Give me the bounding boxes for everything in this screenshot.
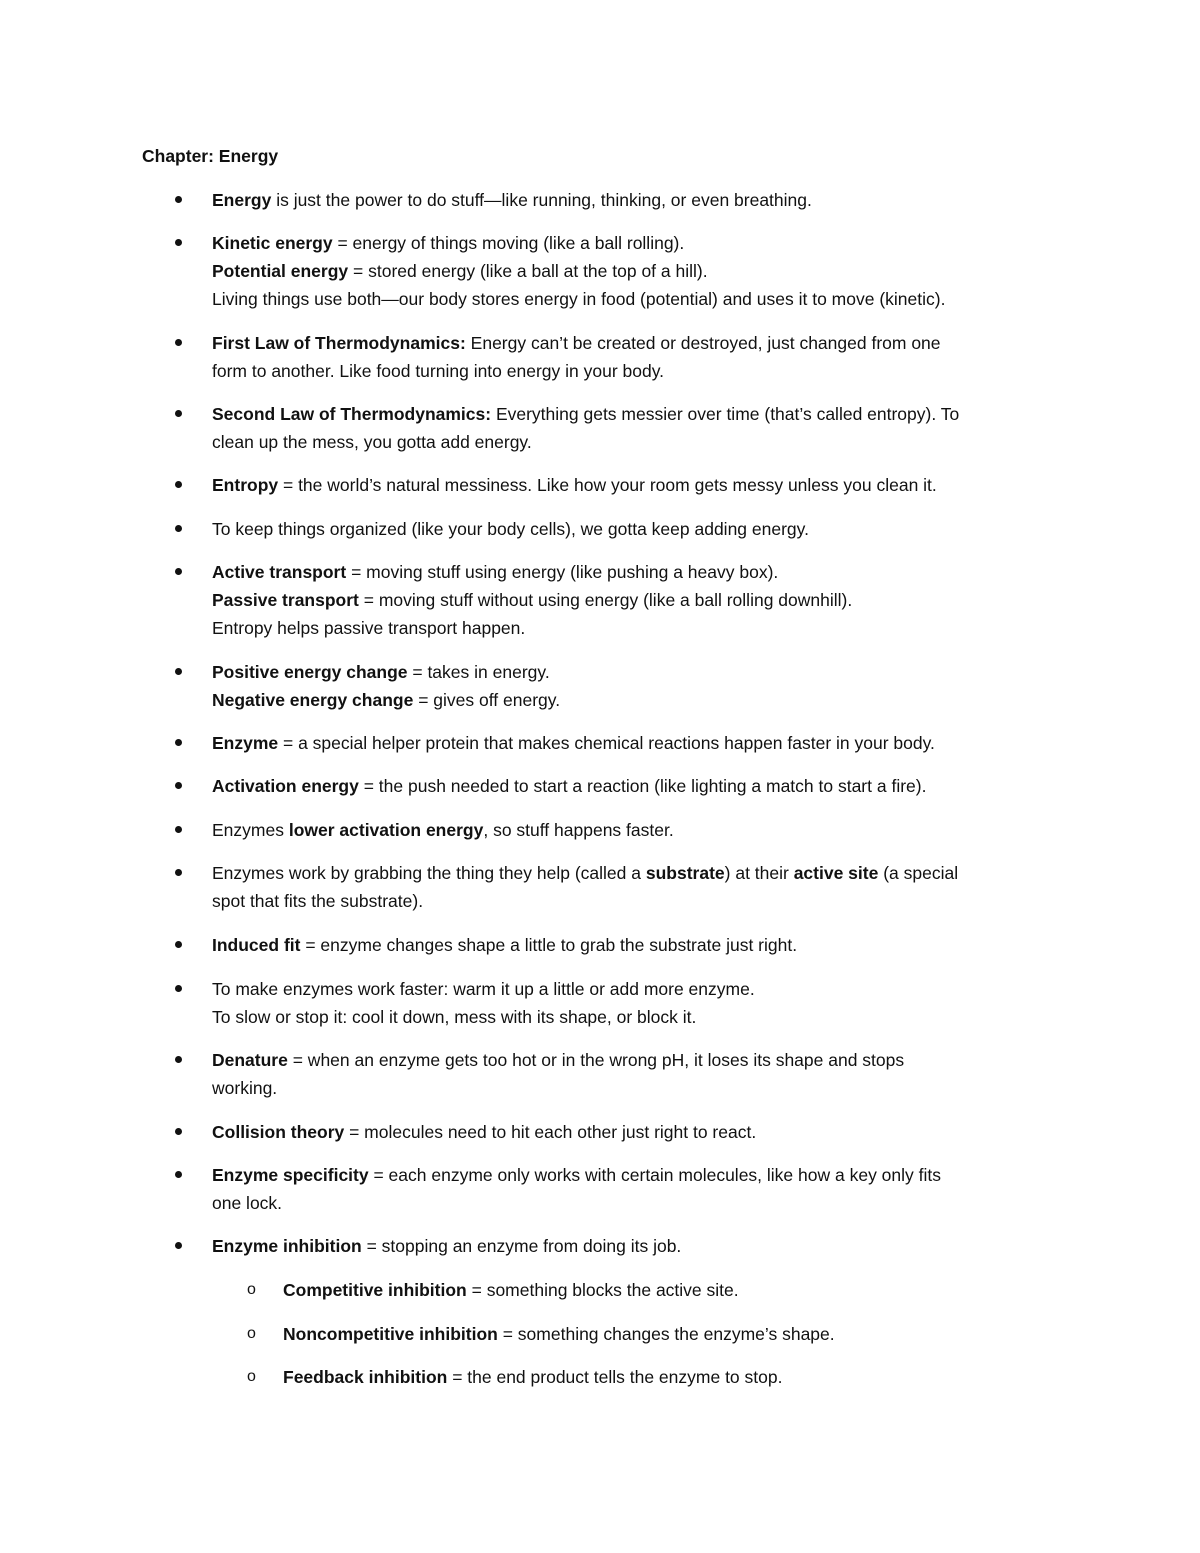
bullet-icon (172, 558, 184, 586)
list-item (212, 729, 1052, 757)
list-item (212, 186, 1052, 214)
item-line: Negative energy change = gives off energy. (212, 690, 561, 710)
item-line: Living things use both—our body stores energy in food (potential) and uses it to move (kinetic). (212, 289, 946, 309)
bullet-icon (172, 515, 184, 543)
item-line: Collision theory = molecules need to hit each other just right to react. (212, 1122, 757, 1142)
bullet-icon (172, 975, 184, 1003)
item-line: clean up the mess, you gotta add energy. (212, 432, 532, 452)
item-line: form to another. Like food turning into energy in your body. (212, 361, 665, 381)
item-line: working. (212, 1078, 278, 1098)
sub-bullet-icon: o (247, 1325, 256, 1342)
list-item (212, 658, 1052, 714)
sub-item-line: Feedback inhibition = the end product tells the enzyme to stop. (283, 1367, 783, 1387)
sub-list-item (247, 1363, 1063, 1391)
list-item (212, 515, 1052, 543)
item-line: Energy is just the power to do stuff—like running, thinking, or even breathing. (212, 190, 812, 210)
item-line: Enzyme inhibition = stopping an enzyme from doing its job. (212, 1236, 682, 1256)
item-line: Entropy helps passive transport happen. (212, 618, 526, 638)
bullet-icon (172, 729, 184, 757)
chapter-title: Chapter: Energy (142, 146, 279, 166)
sub-bullet-icon: o (247, 1281, 256, 1298)
item-line: Entropy = the world’s natural messiness. Like how your room gets messy unless you clean it. (212, 475, 937, 495)
bullet-icon (172, 1232, 184, 1260)
bullet-icon (172, 772, 184, 800)
item-line: First Law of Thermodynamics: Energy can’t be created or destroyed, just changed from one (212, 333, 941, 353)
item-line: Kinetic energy = energy of things moving (like a ball rolling). (212, 233, 685, 253)
item-line: Enzyme = a special helper protein that makes chemical reactions happen faster in your body. (212, 733, 935, 753)
item-line: Enzymes work by grabbing the thing they help (called a substrate) at their active site (a special (212, 863, 959, 883)
list-item (212, 1161, 1052, 1217)
list-item (212, 1046, 1052, 1102)
item-line: Denature = when an enzyme gets too hot or in the wrong pH, it loses its shape and stops (212, 1050, 905, 1070)
list-item (212, 329, 1052, 385)
item-line: Potential energy = stored energy (like a ball at the top of a hill). (212, 261, 708, 281)
bullet-icon (172, 1046, 184, 1074)
sub-list-item (247, 1320, 1063, 1348)
bullet-icon (172, 329, 184, 357)
list-item (212, 816, 1052, 844)
item-line: one lock. (212, 1193, 283, 1213)
list-item (212, 772, 1052, 800)
sub-item-line: Competitive inhibition = something blocks the active site. (283, 1280, 739, 1300)
item-line: Positive energy change = takes in energy. (212, 662, 550, 682)
bullet-icon (172, 186, 184, 214)
sub-list-item (247, 1276, 1063, 1304)
list-item (212, 558, 1052, 642)
item-line: Second Law of Thermodynamics: Everything gets messier over time (that’s called entropy). To (212, 404, 960, 424)
item-line: Enzyme specificity = each enzyme only works with certain molecules, like how a key only fits (212, 1165, 942, 1185)
list-item (212, 1232, 1052, 1260)
list-item (212, 471, 1052, 499)
sub-item-line: Noncompetitive inhibition = something changes the enzyme’s shape. (283, 1324, 835, 1344)
item-line: Active transport = moving stuff using energy (like pushing a heavy box). (212, 562, 779, 582)
bullet-icon (172, 471, 184, 499)
list-item (212, 400, 1052, 456)
bullet-icon (172, 859, 184, 887)
sub-bullet-icon: o (247, 1368, 256, 1385)
item-line: Induced fit = enzyme changes shape a little to grab the substrate just right. (212, 935, 798, 955)
bullet-icon (172, 816, 184, 844)
list-item (212, 859, 1052, 915)
bullet-icon (172, 400, 184, 428)
list-item (212, 931, 1052, 959)
bullet-icon (172, 931, 184, 959)
list-item (212, 975, 1052, 1031)
bullet-icon (172, 658, 184, 686)
bullet-icon (172, 1161, 184, 1189)
item-line: spot that fits the substrate). (212, 891, 424, 911)
item-line: To keep things organized (like your body cells), we gotta keep adding energy. (212, 519, 809, 539)
bullet-icon (172, 229, 184, 257)
item-line: Enzymes lower activation energy, so stuff happens faster. (212, 820, 674, 840)
item-line: Activation energy = the push needed to start a reaction (like lighting a match to start a fire). (212, 776, 927, 796)
item-line: To slow or stop it: cool it down, mess with its shape, or block it. (212, 1007, 697, 1027)
list-item (212, 1118, 1052, 1146)
list-item (212, 229, 1052, 313)
item-line: To make enzymes work faster: warm it up a little or add more enzyme. (212, 979, 755, 999)
item-line: Passive transport = moving stuff without using energy (like a ball rolling downhill). (212, 590, 853, 610)
bullet-icon (172, 1118, 184, 1146)
